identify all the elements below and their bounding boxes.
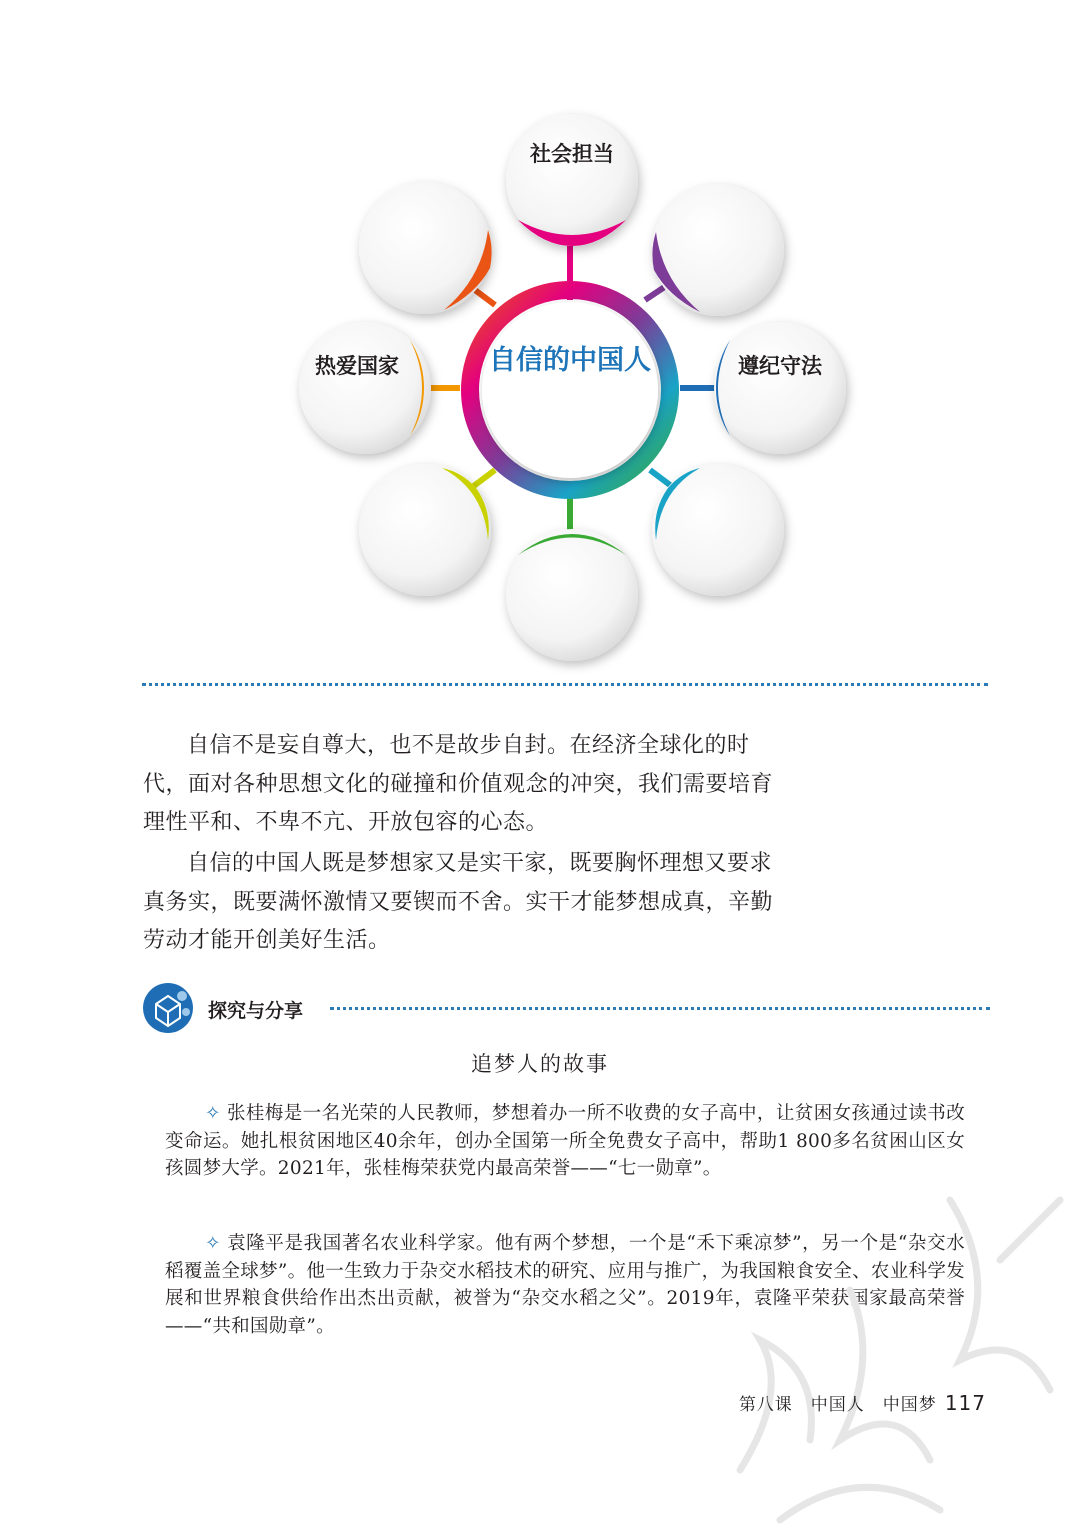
section-title: 探究与分享	[208, 1000, 304, 1022]
story-title: 追梦人的故事	[471, 1052, 609, 1076]
page-number: 117	[944, 1391, 986, 1415]
section-divider	[330, 1007, 990, 1010]
node-label-top: 社会担当	[530, 142, 614, 166]
confidence-diagram	[0, 0, 1080, 680]
paragraph-2: 自信的中国人既是梦想家又是实干家，既要胸怀理想又要求真务实，既要满怀激情又要锲而不舍。实干才能梦想成真，辛勤劳动才能开创美好生活。	[143, 851, 774, 953]
node-label-left: 热爱国家	[315, 354, 399, 378]
center-disc	[482, 302, 658, 478]
watermark-graphic	[700, 1140, 1080, 1527]
explore-share-icon	[142, 982, 194, 1034]
bullet-icon: ✧	[205, 1103, 221, 1124]
footer-lesson: 第八课 中国人 中国梦	[738, 1395, 937, 1415]
divider-dotted	[142, 683, 988, 686]
paragraph-1: 自信不是妄自尊大，也不是故步自封。在经济全球化的时代，面对各种思想文化的碰撞和价值观念的冲突，我们需要培育理性平和、不卑不亢、开放包容的心态。	[143, 733, 774, 835]
diagram-graphic	[0, 0, 1080, 680]
bullet-icon: ✧	[205, 1233, 221, 1254]
story-text: 张桂梅是一名光荣的人民教师，梦想着办一所不收费的女子高中，让贫困女孩通过读书改变命运。她扎根贫困地区40余年，创办全国第一所全免费女子高中，帮助1 800多名贫困山区女孩圆梦大学。2021年，张桂梅荣获党内最高荣誉——“七一勋章”。	[165, 1103, 965, 1179]
story-text: 袁隆平是我国著名农业科学家。他有两个梦想，一个是“禾下乘凉梦”，另一个是“杂交水稻覆盖全球梦”。他一生致力于杂交水稻技术的研究、应用与推广，为我国粮食安全、农业科学发展和世界粮食供给作出杰出贡献，被誉为“杂交水稻之父”。2019年，袁隆平荣获国家最高荣誉——“共和国勋章”。	[165, 1233, 965, 1337]
center-label: 自信的中国人	[489, 345, 651, 376]
page-footer	[739, 1390, 986, 1415]
section-header	[142, 982, 992, 1038]
node-label-right: 遵纪守法	[738, 354, 822, 378]
